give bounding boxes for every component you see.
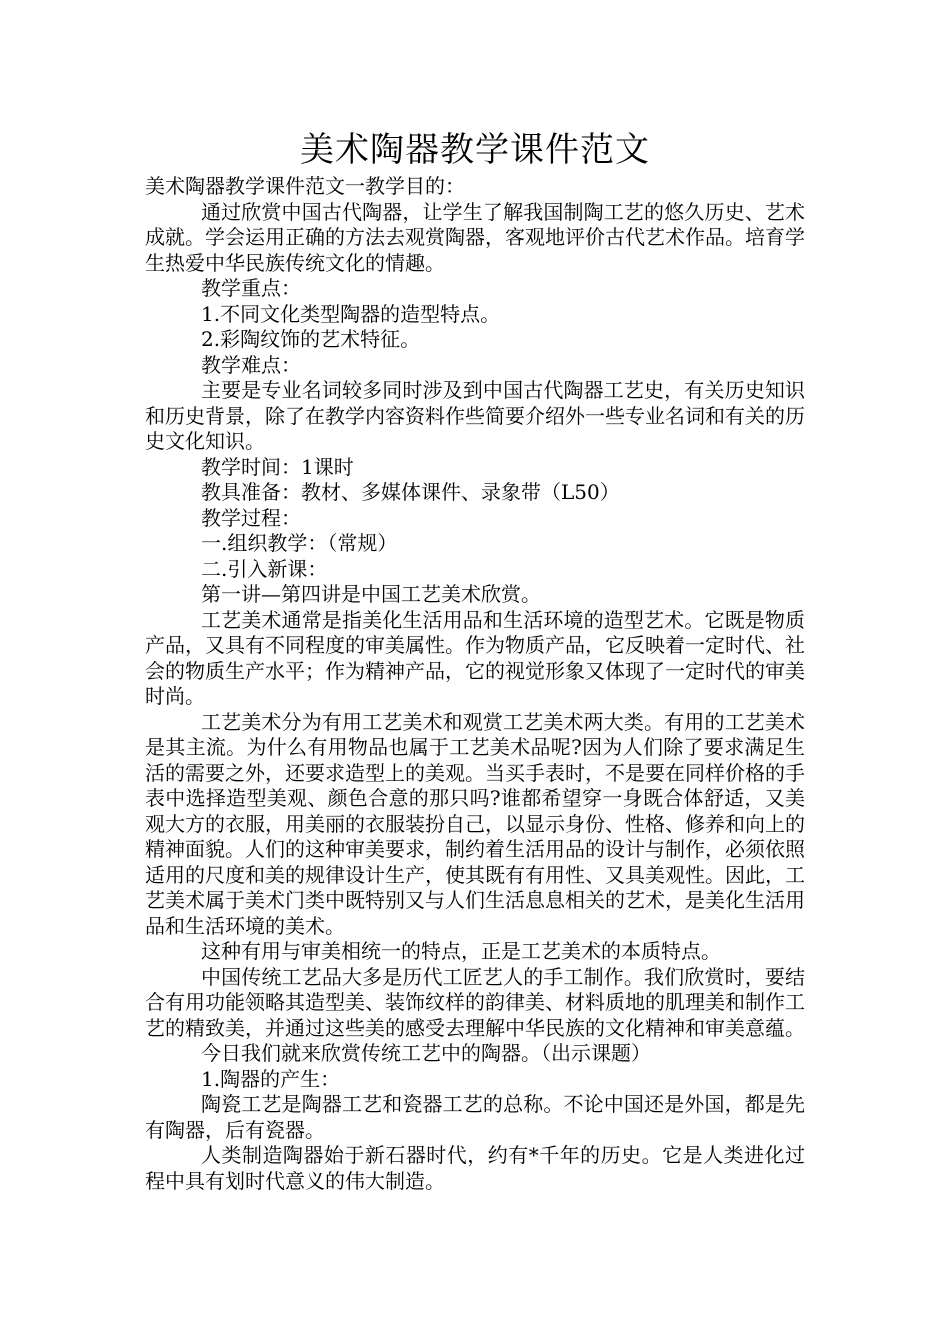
paragraph: 陶瓷工艺是陶器工艺和瓷器工艺的总称。不论中国还是外国，都是先有陶器，后有瓷器。	[145, 1092, 805, 1142]
paragraph: 教学重点：	[201, 276, 301, 300]
paragraph: 通过欣赏中国古代陶器，让学生了解我国制陶工艺的悠久历史、艺术成就。学会运用正确的方法去观赏陶器，客观地评价古代艺术作品。培育学生热爱中华民族传统文化的情趣。	[145, 199, 805, 275]
paragraph: 2.彩陶纹饰的艺术特征。	[201, 327, 421, 351]
paragraph: 1.不同文化类型陶器的造型特点。	[201, 301, 501, 326]
paragraph: 第一讲—第四讲是中国工艺美术欣赏。	[201, 582, 541, 606]
paragraph: 一.组织教学：（常规）	[201, 531, 398, 555]
paragraph: 今日我们就来欣赏传统工艺中的陶器。（出示课题）	[201, 1041, 651, 1065]
paragraph: 教学时间：1课时	[201, 454, 354, 479]
paragraph: 中国传统工艺品大多是历代工匠艺人的手工制作。我们欣赏时，要结合有用功能领略其造型美、装饰纹样的韵律美、材料质地的肌理美和制作工艺的精致美，并通过这些美的感受去理解中华民族的文化精神和审美意蕴。	[145, 964, 805, 1040]
paragraph: 这种有用与审美相统一的特点，正是工艺美术的本质特点。	[201, 939, 721, 963]
paragraph: 教学难点：	[201, 352, 301, 377]
paragraph: 二.引入新课：	[201, 556, 328, 581]
paragraph: 教具准备：教材、多媒体课件、录象带（L50）	[201, 480, 620, 504]
document-body	[145, 174, 805, 1194]
paragraph: 教学过程：	[201, 505, 301, 530]
paragraph: 工艺美术通常是指美化生活用品和生活环境的造型艺术。它既是物质产品，又具有不同程度的审美属性。作为物质产品，它反映着一定时代、社会的物质生产水平；作为精神产品，它的视觉形象又体现了一定时代的审美时尚。	[145, 607, 805, 708]
document-title: 美术陶器教学课件范文	[300, 130, 650, 170]
paragraph: 工艺美术分为有用工艺美术和观赏工艺美术两大类。有用的工艺美术是其主流。为什么有用物品也属于工艺美术品呢?因为人们除了要求满足生活的需要之外，还要求造型上的美观。当买手表时，不是要在同样价格的手表中选择造型美观、颜色合意的那只吗?谁都希望穿一身既合体舒适，又美观大方的衣服，用美丽的衣服装扮自己，以显示身份、性格、修养和向上的精神面貌。人们的这种审美要求，制约着生活用品的设计与制作，必须依照适用的尺度和美的规律设计生产，使其既有有用性、又具美观性。因此，工艺美术属于美术门类中既特别又与人们生活息息相关的艺术，是美化生活用品和生活环境的美术。	[145, 709, 805, 938]
paragraph: 1.陶器的产生：	[201, 1066, 341, 1091]
paragraph: 人类制造陶器始于新石器时代，约有*千年的历史。它是人类进化过程中具有划时代意义的伟大制造。	[145, 1143, 805, 1193]
paragraph: 美术陶器教学课件范文一教学目的：	[145, 174, 465, 198]
paragraph: 主要是专业名词较多同时涉及到中国古代陶器工艺史，有关历史知识和历史背景，除了在教学内容资料作些简要介绍外一些专业名词和有关的历史文化知识。	[145, 378, 805, 453]
